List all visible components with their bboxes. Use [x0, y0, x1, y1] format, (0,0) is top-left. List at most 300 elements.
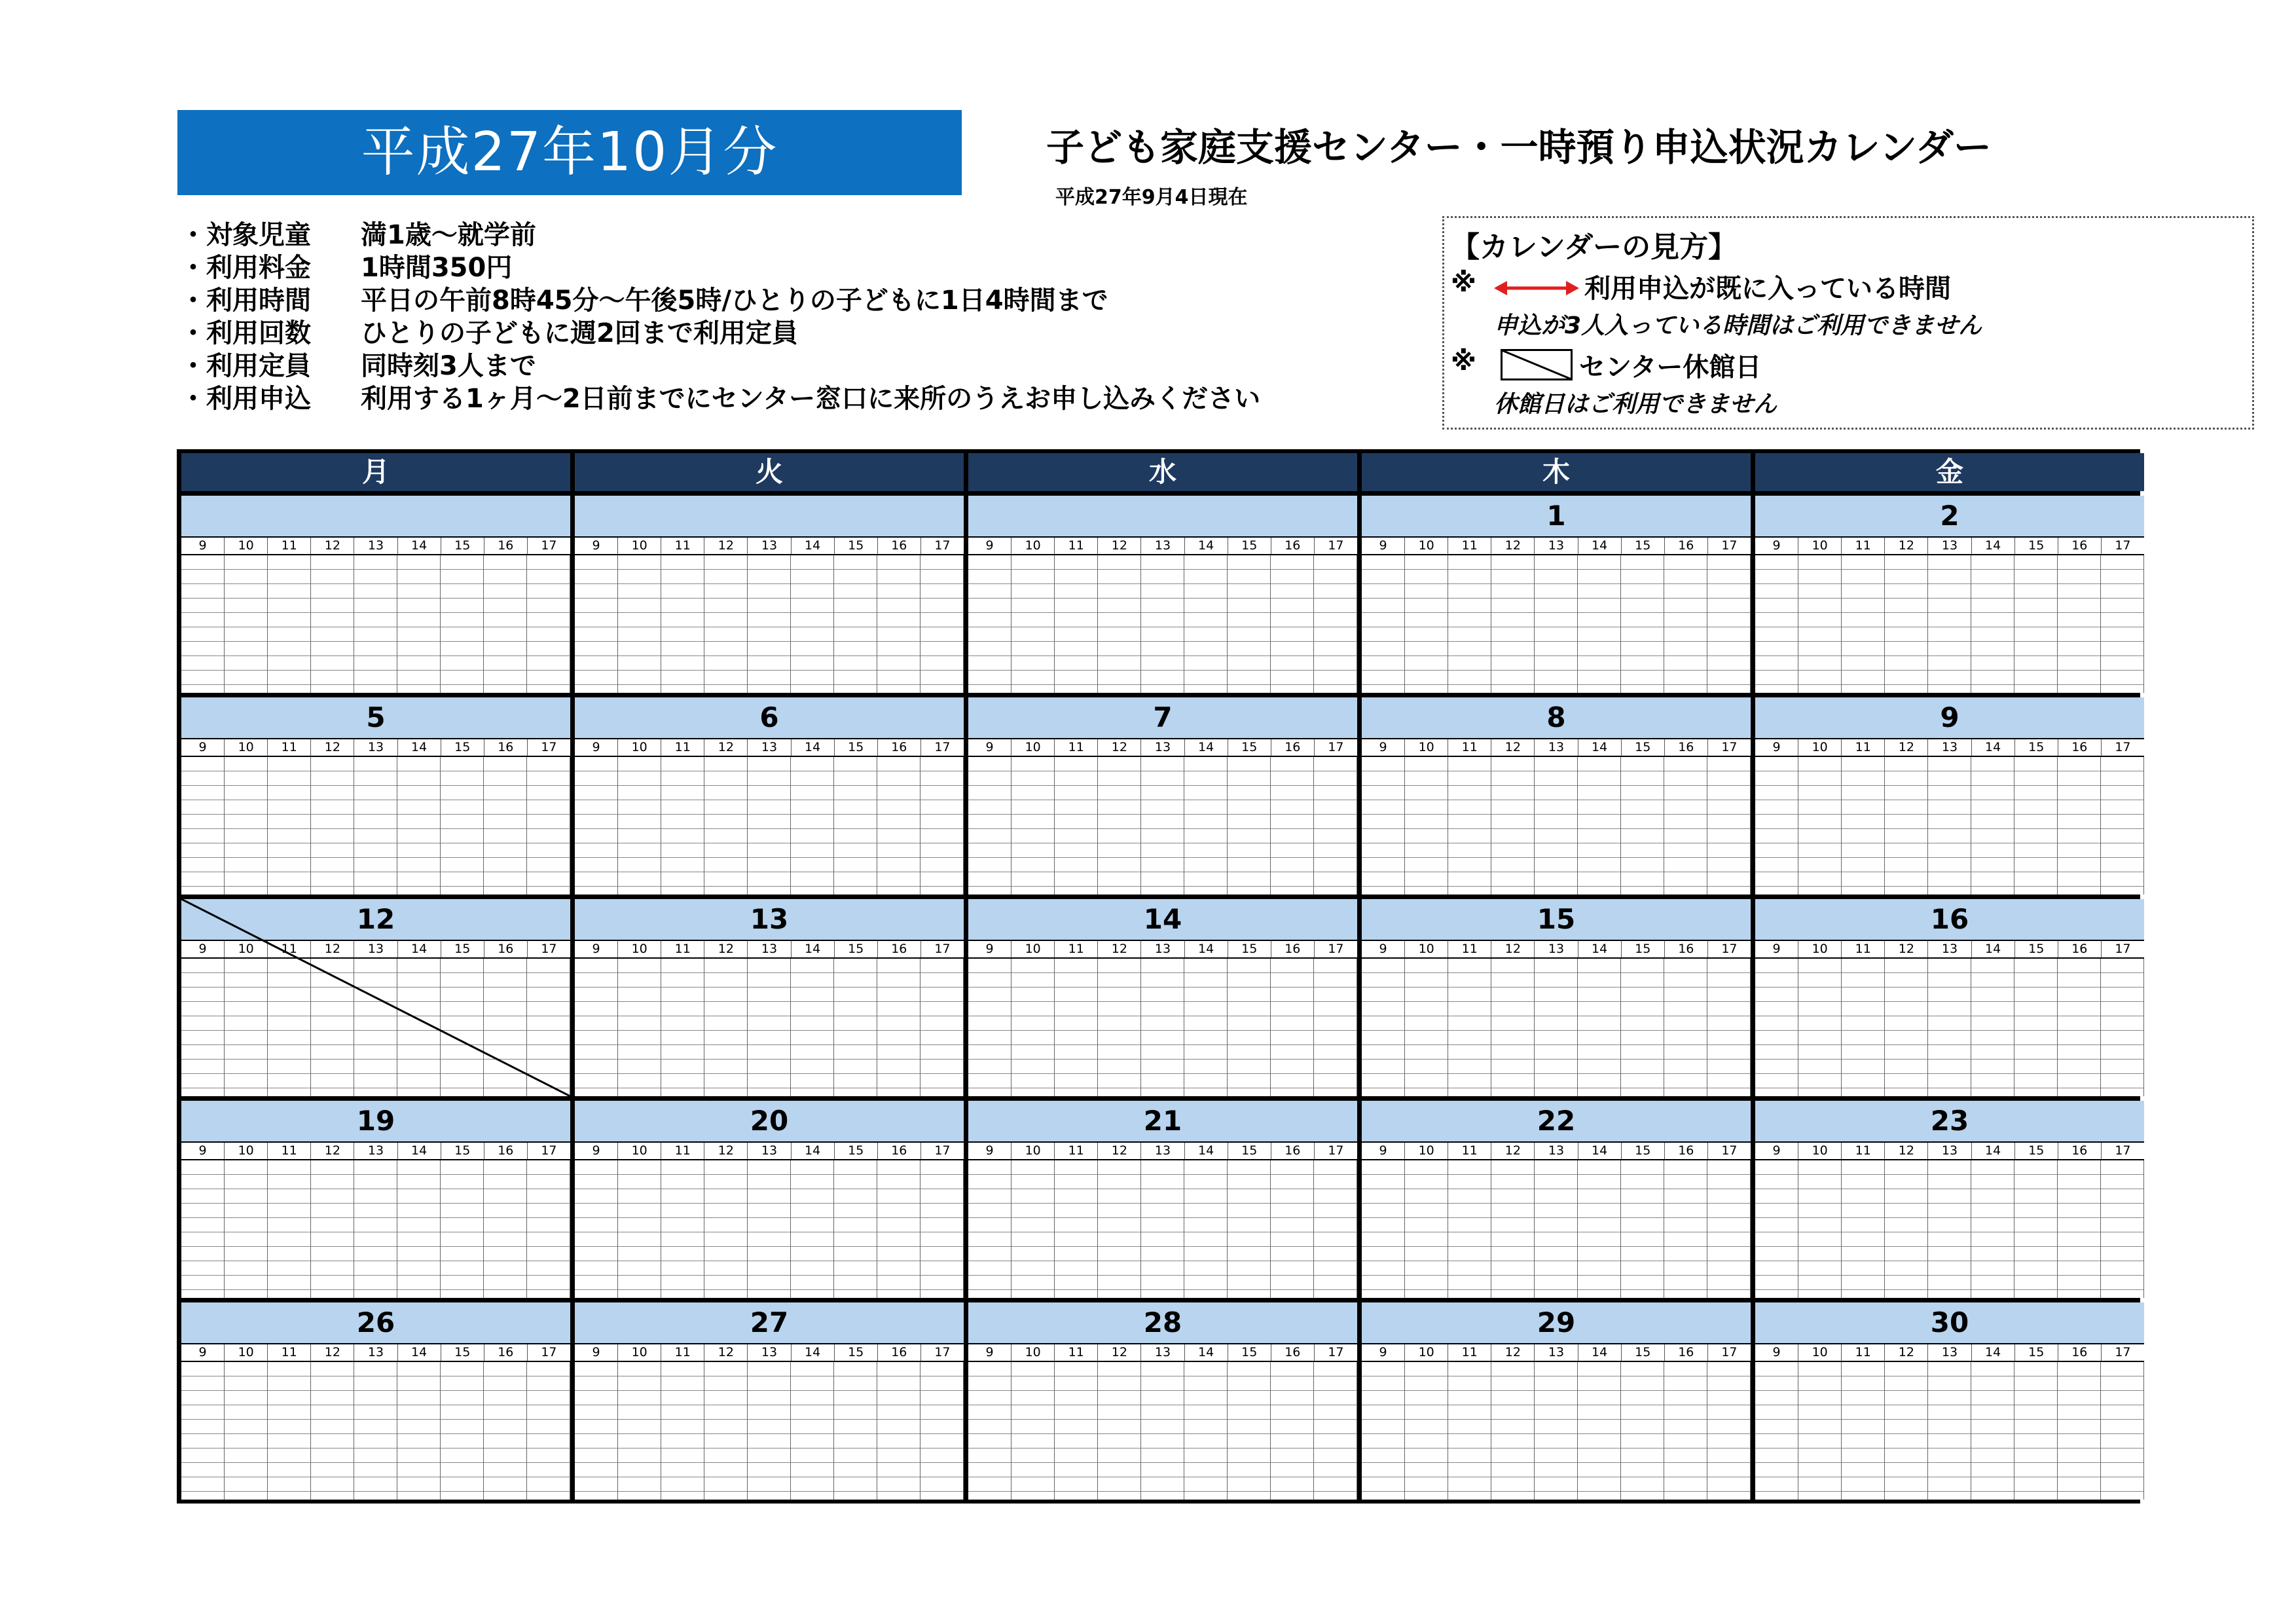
hour-label: 12 — [311, 1344, 354, 1361]
hour-labels — [968, 1343, 1357, 1362]
hour-label: 17 — [541, 740, 557, 754]
hour-label: 11 — [661, 538, 704, 554]
hour-label: 12 — [1885, 1344, 1928, 1361]
hour-label: 13 — [1141, 739, 1184, 756]
hour-label: 17 — [934, 740, 951, 754]
date-number — [575, 496, 964, 536]
hour-labels — [1755, 1343, 2144, 1362]
hour-label: 14 — [792, 941, 835, 957]
hour-label: 15 — [835, 941, 878, 957]
hour-label: 9 — [1362, 1344, 1405, 1361]
hour-labels — [575, 1141, 964, 1160]
info-value: 同時刻3人まで — [361, 350, 536, 381]
hour-labels — [575, 1343, 964, 1362]
document-title: 子ども家庭支援センター・一時預り申込状況カレンダー — [1046, 125, 1992, 170]
hour-label: 17 — [2115, 942, 2131, 956]
hour-label: 16 — [2058, 739, 2102, 756]
hour-label: 16 — [1271, 1344, 1315, 1361]
hour-label: 14 — [398, 941, 441, 957]
calendar-day-cell — [1362, 697, 1751, 895]
hour-labels — [575, 738, 964, 757]
hour-label: 14 — [792, 739, 835, 756]
hour-label: 17 — [541, 1143, 557, 1158]
hour-label: 17 — [2115, 740, 2131, 754]
date-number: 12 — [181, 899, 570, 940]
date-number: 21 — [968, 1101, 1357, 1141]
hour-label: 13 — [1535, 538, 1578, 554]
hour-label: 17 — [934, 1143, 951, 1158]
hour-label: 16 — [484, 941, 528, 957]
hour-label: 13 — [748, 739, 791, 756]
hour-labels — [1755, 536, 2144, 555]
hour-label: 14 — [1578, 739, 1622, 756]
hour-label: 13 — [354, 739, 397, 756]
hour-label: 16 — [1665, 739, 1708, 756]
time-slot-grid — [1755, 555, 2144, 693]
hour-labels — [1755, 1141, 2144, 1160]
calendar-day-cell — [575, 899, 964, 1096]
weekday-header: 火 — [575, 453, 964, 491]
hour-label: 11 — [1055, 739, 1098, 756]
hour-label: 11 — [1055, 941, 1098, 957]
hour-label: 13 — [1141, 1344, 1184, 1361]
date-number: 13 — [575, 899, 964, 940]
hour-label: 14 — [398, 739, 441, 756]
hour-label: 9 — [1362, 941, 1405, 957]
hour-label: 17 — [1328, 1345, 1344, 1359]
calendar-day-cell — [1755, 496, 2144, 693]
hour-label: 12 — [1491, 538, 1535, 554]
hour-label: 12 — [1885, 941, 1928, 957]
hour-label: 14 — [398, 538, 441, 554]
hour-label: 16 — [1271, 538, 1315, 554]
hour-label: 11 — [661, 941, 704, 957]
calendar-day-cell — [181, 496, 570, 693]
hour-label: 12 — [1098, 538, 1141, 554]
hour-label: 9 — [1362, 538, 1405, 554]
hour-label: 14 — [1972, 1143, 2015, 1159]
hour-label: 10 — [225, 1143, 268, 1159]
hour-label: 9 — [181, 1143, 225, 1159]
hour-label: 15 — [835, 739, 878, 756]
hour-label: 12 — [311, 1143, 354, 1159]
hour-label: 11 — [1055, 1143, 1098, 1159]
hour-labels — [1755, 940, 2144, 959]
hour-label: 16 — [1665, 1143, 1708, 1159]
info-row — [180, 314, 1260, 347]
hour-label: 13 — [354, 941, 397, 957]
hour-label: 15 — [2015, 1143, 2058, 1159]
date-number: 9 — [1755, 697, 2144, 738]
hour-label: 13 — [1928, 941, 1971, 957]
hour-label: 16 — [484, 538, 528, 554]
hour-label: 12 — [311, 941, 354, 957]
legend-mark: ※ — [1451, 346, 1476, 377]
hour-label: 13 — [1928, 1143, 1971, 1159]
date-number: 7 — [968, 697, 1357, 738]
hour-label: 9 — [1362, 739, 1405, 756]
date-number: 16 — [1755, 899, 2144, 940]
calendar-day-cell — [575, 496, 964, 693]
calendar-day-cell — [1755, 697, 2144, 895]
hour-label: 9 — [968, 739, 1011, 756]
date-number: 27 — [575, 1302, 964, 1343]
hour-label: 17 — [541, 538, 557, 553]
hour-label: 14 — [1578, 538, 1622, 554]
hour-label: 16 — [1665, 1344, 1708, 1361]
hour-label: 15 — [1622, 1143, 1665, 1159]
date-number: 22 — [1362, 1101, 1751, 1141]
calendar-day-cell — [1362, 1101, 1751, 1298]
calendar-day-cell — [968, 697, 1357, 895]
calendar-day-cell — [1362, 1302, 1751, 1500]
hour-label: 14 — [792, 1344, 835, 1361]
hour-label: 10 — [1011, 1143, 1055, 1159]
date-number: 19 — [181, 1101, 570, 1141]
as-of-date: 平成27年9月4日現在 — [1055, 186, 1248, 209]
hour-label: 10 — [1011, 739, 1055, 756]
legend-title: 【カレンダーの見方】 — [1451, 231, 1738, 264]
hour-label: 17 — [1721, 942, 1738, 956]
hour-label: 14 — [792, 538, 835, 554]
hour-label: 13 — [354, 1143, 397, 1159]
calendar-day-cell — [575, 1302, 964, 1500]
hour-label: 11 — [1055, 1344, 1098, 1361]
hour-labels — [968, 738, 1357, 757]
hour-label: 12 — [1491, 1344, 1535, 1361]
hour-label: 13 — [1535, 1344, 1578, 1361]
info-label: ・利用定員 — [180, 350, 311, 381]
hour-labels — [181, 1141, 570, 1160]
hour-label: 12 — [1491, 1143, 1535, 1159]
hour-label: 9 — [181, 1344, 225, 1361]
info-value: 利用する1ヶ月～2日前までにセンター窓口に来所のうえお申し込みください — [361, 383, 1261, 414]
calendar-day-cell — [1362, 899, 1751, 1096]
hour-label: 15 — [2015, 739, 2058, 756]
hour-labels — [181, 738, 570, 757]
hour-label: 9 — [575, 739, 618, 756]
weekday-header: 金 — [1755, 453, 2144, 491]
date-number: 1 — [1362, 496, 1751, 536]
hour-label: 15 — [441, 739, 484, 756]
hour-label: 9 — [968, 538, 1011, 554]
hour-labels — [1362, 536, 1751, 555]
hour-label: 14 — [1185, 739, 1228, 756]
calendar-day-cell — [181, 697, 570, 895]
hour-label: 9 — [181, 739, 225, 756]
date-number: 23 — [1755, 1101, 2144, 1141]
date-number: 26 — [181, 1302, 570, 1343]
legend-box — [1442, 216, 2254, 430]
hour-label: 16 — [878, 538, 921, 554]
hour-label: 12 — [1098, 1143, 1141, 1159]
date-number: 20 — [575, 1101, 964, 1141]
hour-label: 14 — [1972, 941, 2015, 957]
hour-label: 9 — [1755, 941, 1798, 957]
hour-label: 16 — [2058, 941, 2102, 957]
hour-label: 11 — [1448, 739, 1491, 756]
hour-label: 15 — [441, 941, 484, 957]
hour-label: 13 — [1141, 1143, 1184, 1159]
info-row — [180, 380, 1260, 413]
hour-label: 15 — [2015, 941, 2058, 957]
hour-labels — [1755, 738, 2144, 757]
hour-label: 17 — [934, 538, 951, 553]
hour-label: 13 — [748, 1143, 791, 1159]
hour-label: 17 — [2115, 1345, 2131, 1359]
date-number: 2 — [1755, 496, 2144, 536]
hour-label: 15 — [1622, 538, 1665, 554]
hour-label: 11 — [661, 1143, 704, 1159]
calendar-day-cell — [181, 1302, 570, 1500]
hour-label: 10 — [618, 538, 661, 554]
hour-label: 17 — [1328, 942, 1344, 956]
calendar-day-cell — [1362, 496, 1751, 693]
info-label: ・利用時間 — [180, 285, 311, 316]
hour-label: 17 — [1328, 538, 1344, 553]
hour-label: 17 — [1721, 538, 1738, 553]
hour-label: 14 — [398, 1344, 441, 1361]
hour-label: 10 — [225, 739, 268, 756]
time-slot-grid — [181, 757, 570, 895]
hour-labels — [575, 536, 964, 555]
hour-label: 12 — [311, 739, 354, 756]
hour-label: 9 — [1755, 538, 1798, 554]
hour-label: 12 — [1491, 739, 1535, 756]
legend-mark: ※ — [1451, 268, 1476, 298]
booked-arrow-icon — [1494, 278, 1579, 298]
info-row — [180, 216, 1260, 249]
hour-label: 15 — [835, 1344, 878, 1361]
hour-label: 16 — [1665, 941, 1708, 957]
hour-label: 16 — [1271, 739, 1315, 756]
hour-label: 11 — [1842, 739, 1885, 756]
legend-closed-note: 休館日はご利用できません — [1494, 391, 1777, 418]
hour-label: 12 — [704, 538, 748, 554]
hour-label: 15 — [835, 1143, 878, 1159]
hour-label: 15 — [441, 1143, 484, 1159]
month-banner: 平成27年10月分 — [177, 110, 962, 195]
hour-labels — [1362, 1141, 1751, 1160]
hour-label: 17 — [541, 1345, 557, 1359]
hour-label: 10 — [1405, 1143, 1448, 1159]
hour-label: 10 — [1011, 1344, 1055, 1361]
hour-label: 16 — [484, 1143, 528, 1159]
weekday-header: 水 — [968, 453, 1357, 491]
hour-label: 10 — [1011, 941, 1055, 957]
info-value: 平日の午前8時45分～午後5時/ひとりの子どもに1日4時間まで — [361, 285, 1108, 316]
hour-labels — [968, 940, 1357, 959]
hour-label: 14 — [1578, 1344, 1622, 1361]
hour-label: 10 — [1798, 739, 1842, 756]
hour-label: 12 — [1885, 739, 1928, 756]
time-slot-grid — [1362, 959, 1751, 1096]
time-slot-grid — [575, 757, 964, 895]
hour-label: 16 — [484, 739, 528, 756]
hour-label: 12 — [1098, 1344, 1141, 1361]
time-slot-grid — [1755, 959, 2144, 1096]
hour-label: 10 — [225, 538, 268, 554]
time-slot-grid — [1755, 757, 2144, 895]
hour-label: 9 — [1362, 1143, 1405, 1159]
hour-label: 14 — [1972, 1344, 2015, 1361]
hour-labels — [968, 1141, 1357, 1160]
hour-label: 12 — [704, 739, 748, 756]
calendar-day-cell — [181, 1101, 570, 1298]
hour-label: 14 — [1972, 538, 2015, 554]
hour-label: 11 — [268, 739, 311, 756]
hour-label: 11 — [1842, 1143, 1885, 1159]
hour-label: 17 — [1721, 1143, 1738, 1158]
hour-labels — [968, 536, 1357, 555]
weekday-header: 月 — [181, 453, 570, 491]
hour-label: 15 — [1622, 1344, 1665, 1361]
hour-label: 15 — [441, 538, 484, 554]
hour-label: 9 — [1755, 739, 1798, 756]
hour-label: 15 — [1622, 941, 1665, 957]
hour-label: 11 — [1842, 941, 1885, 957]
hour-label: 9 — [181, 538, 225, 554]
hour-label: 16 — [1271, 941, 1315, 957]
hour-label: 11 — [1448, 1143, 1491, 1159]
calendar-day-cell — [968, 496, 1357, 693]
date-number: 28 — [968, 1302, 1357, 1343]
hour-labels — [181, 536, 570, 555]
hour-label: 9 — [181, 941, 225, 957]
hour-label: 11 — [661, 739, 704, 756]
hour-label: 10 — [1798, 941, 1842, 957]
hour-label: 12 — [704, 1344, 748, 1361]
hour-label: 11 — [1055, 538, 1098, 554]
time-slot-grid — [181, 1160, 570, 1298]
hour-label: 11 — [268, 1143, 311, 1159]
hour-label: 10 — [618, 1344, 661, 1361]
hour-label: 13 — [354, 538, 397, 554]
info-label: ・利用回数 — [180, 318, 311, 348]
hour-labels — [1362, 940, 1751, 959]
hour-label: 12 — [704, 941, 748, 957]
hour-label: 16 — [878, 1344, 921, 1361]
time-slot-grid — [968, 757, 1357, 895]
hour-label: 11 — [661, 1344, 704, 1361]
hour-label: 13 — [1928, 739, 1971, 756]
time-slot-grid — [575, 959, 964, 1096]
date-number: 15 — [1362, 899, 1751, 940]
time-slot-grid — [181, 1362, 570, 1500]
hour-label: 16 — [878, 1143, 921, 1159]
info-label: ・利用料金 — [180, 252, 311, 283]
date-number: 30 — [1755, 1302, 2144, 1343]
calendar-day-cell — [1755, 899, 2144, 1096]
hour-label: 13 — [1535, 941, 1578, 957]
date-number: 5 — [181, 697, 570, 738]
hour-labels — [181, 1343, 570, 1362]
hour-label: 17 — [541, 942, 557, 956]
time-slot-grid — [968, 1160, 1357, 1298]
hour-label: 15 — [1228, 1143, 1271, 1159]
hour-label: 15 — [1228, 1344, 1271, 1361]
hour-label: 9 — [1755, 1143, 1798, 1159]
hour-label: 16 — [1665, 538, 1708, 554]
closed-day-slash — [181, 899, 570, 1096]
date-number — [181, 496, 570, 536]
hour-label: 16 — [1271, 1143, 1315, 1159]
hour-label: 15 — [1228, 941, 1271, 957]
hour-label: 11 — [1448, 941, 1491, 957]
time-slot-grid — [575, 1160, 964, 1298]
hour-label: 13 — [748, 1344, 791, 1361]
time-slot-grid — [575, 555, 964, 693]
hour-label: 9 — [968, 1344, 1011, 1361]
info-value: ひとりの子どもに週2回まで利用定員 — [361, 318, 798, 348]
legend-closed-label: センター休館日 — [1579, 352, 1762, 382]
legend-booked-note: 申込が3人入っている時間はご利用できません — [1494, 312, 1982, 339]
legend-booked-label: 利用申込が既に入っている時間 — [1584, 274, 1951, 304]
hour-label: 14 — [1185, 1143, 1228, 1159]
info-row — [180, 347, 1260, 380]
hour-label: 14 — [1578, 1143, 1622, 1159]
hour-label: 12 — [1885, 538, 1928, 554]
hour-label: 11 — [1842, 538, 1885, 554]
hour-label: 17 — [2115, 1143, 2131, 1158]
info-label: ・対象児童 — [180, 219, 311, 250]
calendar-grid — [177, 449, 2140, 1504]
time-slot-grid — [968, 959, 1357, 1096]
hour-label: 14 — [1972, 739, 2015, 756]
info-value: 1時間350円 — [361, 252, 513, 283]
info-row — [180, 249, 1260, 282]
hour-label: 13 — [354, 1344, 397, 1361]
info-row — [180, 282, 1260, 314]
hour-label: 17 — [1721, 740, 1738, 754]
hour-label: 12 — [1491, 941, 1535, 957]
hour-label: 13 — [1535, 739, 1578, 756]
hour-label: 16 — [2058, 538, 2102, 554]
hour-label: 15 — [2015, 538, 2058, 554]
hour-label: 17 — [1721, 1345, 1738, 1359]
hour-label: 12 — [311, 538, 354, 554]
hour-labels — [575, 940, 964, 959]
hour-label: 9 — [968, 1143, 1011, 1159]
hour-label: 13 — [1141, 538, 1184, 554]
weekday-header: 木 — [1362, 453, 1751, 491]
hour-label: 10 — [225, 1344, 268, 1361]
hour-label: 15 — [1228, 739, 1271, 756]
hour-label: 10 — [618, 941, 661, 957]
hour-label: 13 — [1928, 538, 1971, 554]
time-slot-grid — [1755, 1160, 2144, 1298]
hour-labels — [1362, 738, 1751, 757]
hour-label: 16 — [2058, 1143, 2102, 1159]
hour-label: 14 — [1185, 538, 1228, 554]
hour-label: 14 — [1185, 1344, 1228, 1361]
date-number — [968, 496, 1357, 536]
hour-label: 17 — [934, 942, 951, 956]
time-slot-grid — [968, 555, 1357, 693]
hour-label: 11 — [1448, 1344, 1491, 1361]
hour-label: 11 — [268, 941, 311, 957]
hour-label: 13 — [748, 941, 791, 957]
hour-label: 13 — [748, 538, 791, 554]
hour-label: 10 — [618, 1143, 661, 1159]
hour-labels — [1362, 1343, 1751, 1362]
hour-label: 10 — [1798, 1143, 1842, 1159]
calendar-day-cell — [968, 1302, 1357, 1500]
calendar-day-cell — [575, 697, 964, 895]
hour-label: 10 — [1405, 1344, 1448, 1361]
calendar-day-cell — [968, 1101, 1357, 1298]
calendar-day-cell — [1755, 1302, 2144, 1500]
